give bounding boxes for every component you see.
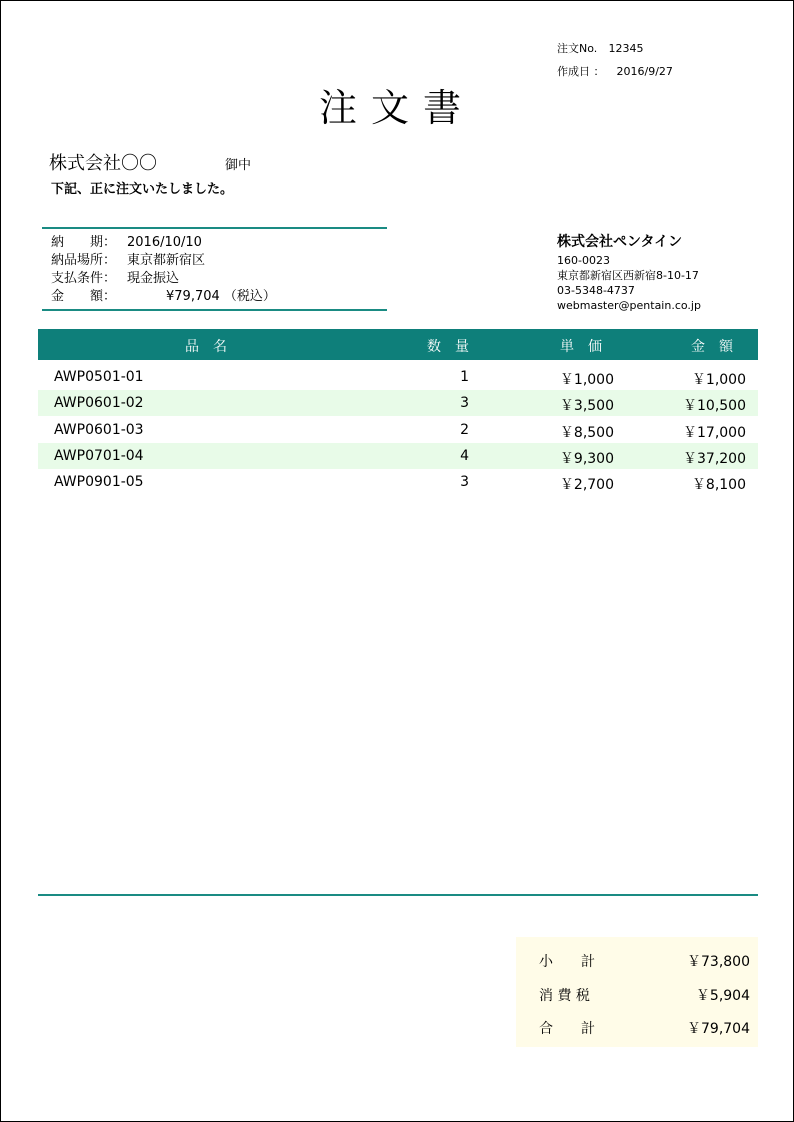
cell-price: ￥1,000 <box>559 372 614 388</box>
order-date-value: 2016/9/27 <box>616 65 673 78</box>
company-postal: 160-0023 <box>557 254 610 267</box>
company-email: webmaster@pentain.co.jp <box>557 299 701 312</box>
info-bottom-rule <box>42 309 387 311</box>
company-phone: 03-5348-4737 <box>557 284 635 297</box>
cell-qty: 2 <box>460 422 469 438</box>
info-top-rule <box>42 227 387 229</box>
info-payment-terms <box>51 270 179 287</box>
table-bottom-rule <box>38 894 758 896</box>
info-label: 納品場所： <box>51 253 117 268</box>
totals-box <box>516 937 758 1047</box>
cell-price: ￥8,500 <box>559 425 614 441</box>
cell-qty: 3 <box>460 395 469 411</box>
cell-name: AWP0601-02 <box>54 395 144 411</box>
cell-amount: ￥8,100 <box>691 477 746 493</box>
totals-value: ￥73,800 <box>687 954 750 970</box>
recipient-name: 株式会社〇〇 <box>49 153 157 174</box>
cell-name: AWP0901-05 <box>54 474 144 490</box>
table-row <box>38 469 758 495</box>
cell-price: ￥2,700 <box>559 477 614 493</box>
totals-label: 消 費 税 <box>539 988 590 1004</box>
totals-subtotal <box>516 951 758 971</box>
header-qty: 数 量 <box>427 339 469 355</box>
recipient-honorific: 御中 <box>225 158 252 173</box>
info-label: 支払条件： <box>51 271 117 286</box>
cell-amount: ￥10,500 <box>683 398 746 414</box>
cell-name: AWP0701-04 <box>54 448 144 464</box>
table-row <box>38 443 758 469</box>
table-row <box>38 417 758 443</box>
totals-label: 合 計 <box>539 1021 595 1037</box>
header-price: 単 価 <box>560 339 602 355</box>
info-amount <box>51 288 276 305</box>
order-number-value: 12345 <box>608 42 644 55</box>
info-value: 現金振込 <box>127 271 180 286</box>
info-label: 金 額： <box>51 289 117 304</box>
order-number <box>557 42 644 56</box>
info-delivery-date <box>51 234 202 251</box>
cell-name: AWP0501-01 <box>54 369 144 385</box>
header-name: 品 名 <box>185 339 227 355</box>
info-value: 2016/10/10 <box>127 235 202 250</box>
totals-tax <box>516 985 758 1005</box>
cell-qty: 4 <box>460 448 469 464</box>
page-title: 注文書 <box>318 86 475 130</box>
intro-text: 下記、正に注文いたしました。 <box>51 182 234 197</box>
cell-amount: ￥37,200 <box>683 451 746 467</box>
cell-price: ￥9,300 <box>559 451 614 467</box>
info-value: ¥79,704 （税込） <box>127 289 276 304</box>
table-row <box>38 364 758 390</box>
info-label: 納 期： <box>51 235 117 250</box>
cell-qty: 1 <box>460 369 469 385</box>
cell-amount: ￥17,000 <box>683 425 746 441</box>
cell-price: ￥3,500 <box>559 398 614 414</box>
totals-grand <box>516 1018 758 1038</box>
order-number-label: 注文No. <box>557 42 598 55</box>
cell-qty: 3 <box>460 474 469 490</box>
company-name: 株式会社ペンタイン <box>557 234 683 250</box>
cell-amount: ￥1,000 <box>691 372 746 388</box>
company-address: 東京都新宿区西新宿8-10-17 <box>557 269 699 282</box>
order-date-label: 作成日 ： <box>557 65 605 78</box>
totals-value: ￥79,704 <box>687 1021 750 1037</box>
info-value: 東京都新宿区 <box>127 253 206 268</box>
totals-value: ￥5,904 <box>695 988 750 1004</box>
table-row <box>38 390 758 416</box>
cell-name: AWP0601-03 <box>54 422 144 438</box>
info-delivery-place <box>51 252 205 269</box>
header-amount: 金 額 <box>691 339 733 355</box>
totals-label: 小 計 <box>539 954 595 970</box>
table-header <box>38 329 758 360</box>
